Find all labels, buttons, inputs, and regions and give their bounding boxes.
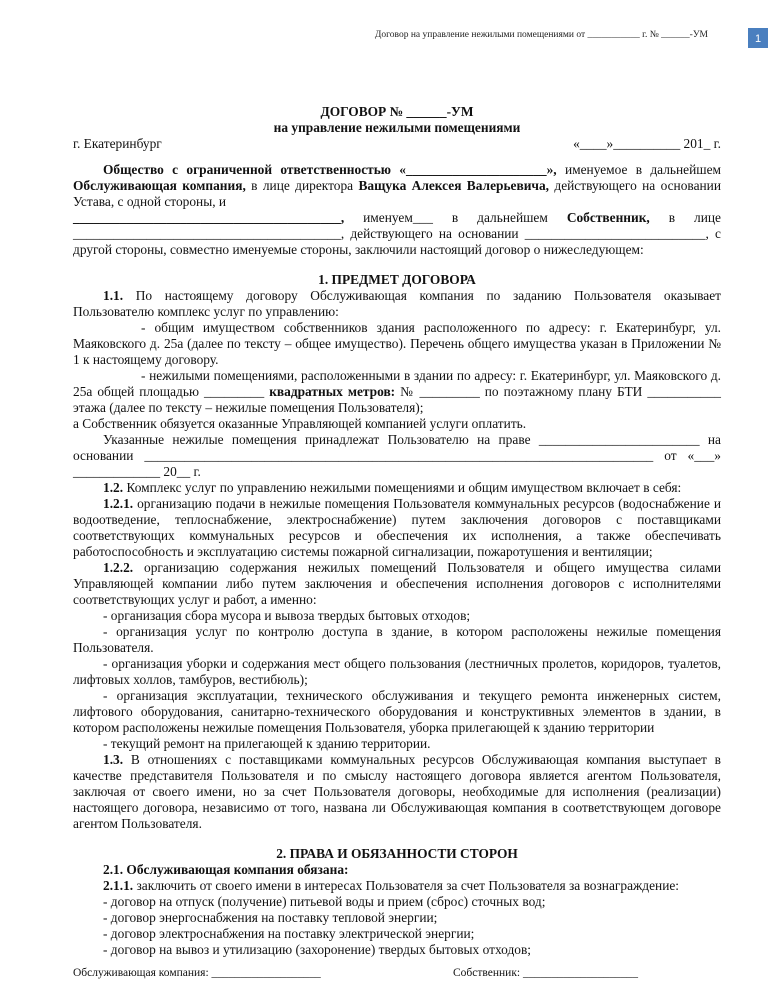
text-segment: 2. ПРАВА И ОБЯЗАННОСТИ СТОРОН <box>276 846 518 861</box>
text-segment: 2.1. Обслуживающая компания обязана: <box>103 862 349 877</box>
text-segment: - договор на отпуск (получение) питьевой воды и прием (сброс) сточных вод; <box>103 894 546 909</box>
text-segment: 1.2.1. <box>103 496 134 511</box>
document-title: ДОГОВОР № ______-УМ <box>320 104 474 119</box>
text-segment: Общество с ограниченной ответственностью «_____________________», <box>103 162 557 177</box>
text-segment: - текущий ремонт на прилегающей к зданию территории. <box>103 736 431 751</box>
text-segment: квадратных метров: <box>269 384 396 399</box>
text-segment: - общим имуществом собственников здания расположенного по адресу: г. Екатеринбург, ул. Маяковского д. 25а (далее по тексту – общее имущество). Перечень общего имущества указан в Приложении № 1 к настоящему договору. <box>73 320 721 367</box>
text-segment: - нежилыми помещениями, расположенными в здании по адресу: г. Екатеринбург, ул. Маяковского д. 25а общей площадью _________ <box>73 368 721 399</box>
paragraph <box>73 942 721 958</box>
paragraph <box>73 560 721 608</box>
paragraph <box>73 480 721 496</box>
page-number: 1 <box>748 28 768 48</box>
text-segment: Обслуживающая компания, <box>73 178 246 193</box>
paragraph <box>73 910 721 926</box>
text-segment: По настоящему договору Обслуживающая компания по заданию Пользователя оказывает Пользователю комплекс услуг по управлению: <box>73 288 721 319</box>
document-subtitle: на управление нежилыми помещениями <box>273 120 521 135</box>
paragraph <box>73 624 721 656</box>
text-segment: Указанные нежилые помещения принадлежат Пользователю на праве ________________________ на основании ____________________________________________________________________________ от «___» _____________ 20__ г. <box>73 432 721 479</box>
text-segment: - договор энергоснабжения на поставку тепловой энергии; <box>103 910 438 925</box>
text-segment: действующего на основании Устава, с одной стороны, и <box>73 178 722 209</box>
text-segment: 1.3. <box>103 752 124 767</box>
paragraph <box>73 656 721 688</box>
paragraph <box>73 736 721 752</box>
paragraph <box>73 878 721 894</box>
paragraph <box>73 432 721 480</box>
paragraph <box>73 210 721 258</box>
text-segment: именуем___ в дальнейшем <box>344 210 567 225</box>
text-segment: организацию содержания нежилых помещений Пользователя и общего имущества силами Управляющей компании либо путем заключения и обеспечения исполнения договоров с исполнителями соответствующих услуг и работ, а именно: <box>73 560 721 607</box>
paragraph <box>73 162 721 210</box>
text-segment: - договор электроснабжения на поставку электрической энергии; <box>103 926 475 941</box>
paragraph <box>73 320 721 368</box>
document-body <box>73 104 721 958</box>
paragraph <box>73 688 721 736</box>
contract-text <box>73 162 721 958</box>
text-segment: 2.1.1. <box>103 878 134 893</box>
running-header: Договор на управление нежилыми помещениями от ___________ г. № ______-УМ <box>374 30 708 40</box>
text-segment: - договор на вывоз и утилизацию (захоронение) твердых бытовых отходов; <box>103 942 531 957</box>
text-segment: именуемое в дальнейшем <box>556 162 721 177</box>
text-segment: в лице ________________________________________, действующего на основании ___________________________, с другой стороны, совместно именуемые стороны, заключили настоящий договор о нижеследующем: <box>73 210 721 257</box>
text-segment: - организация уборки и содержания мест общего пользования (лестничных пролетов, коридоров, туалетов, лифтовых холлов, тамбуров, вестибюль); <box>73 656 721 687</box>
text-segment: заключить от своего имени в интересах Пользователя за счет Пользователя за вознаграждение: <box>133 878 680 893</box>
text-segment: - организация сбора мусора и вывоза твердых бытовых отходов; <box>103 608 471 623</box>
paragraph <box>73 496 721 560</box>
text-segment: 1.2.2. <box>103 560 134 575</box>
text-segment: организацию подачи в нежилые помещения Пользователя коммунальных ресурсов (водоснабжение и водоотведение, теплоснабжение, электроснабжение) путем заключения договоров с поставщиками соответствующих коммунальных ресурсов и обеспечения их исполнения, а также обеспечивать работоспособность и эксплуатацию системы пожарной сигнализации, пожаротушения и вентиляции; <box>73 496 721 559</box>
contract-date: «____»__________ 201_ г. <box>573 136 721 151</box>
paragraph <box>73 416 721 432</box>
section-heading <box>73 272 721 288</box>
text-segment: № _________ по поэтажному плану БТИ ___________ этажа (далее по тексту – нежилые помещения Пользователя); <box>73 384 721 415</box>
footer-company-signature: Обслуживающая компания: ___________________ <box>73 967 321 979</box>
signature-footer <box>73 966 673 980</box>
text-segment: Собственник, <box>566 210 650 225</box>
text-segment: 1.1. <box>103 288 124 303</box>
text-segment: а Собственник обязуется оказанные Управляющей компанией услуги оплатить. <box>73 416 527 431</box>
text-segment: ________________________________________, <box>73 210 345 225</box>
paragraph <box>73 894 721 910</box>
text-segment: - организация эксплуатации, технического обслуживания и текущего ремонта инженерных систем, лифтового оборудования, санитарно-технического оборудования и конструктивных элементов в здании, в котором расположены нежилые помещения Пользователя, уборка прилегающей к зданию территории <box>73 688 721 735</box>
paragraph <box>73 926 721 942</box>
paragraph <box>73 752 721 832</box>
footer-owner-signature: Собственник: ____________________ <box>453 967 638 979</box>
paragraph <box>73 862 721 878</box>
text-segment: Комплекс услуг по управлению нежилыми помещениями и общим имуществом включает в себя: <box>123 480 682 495</box>
text-segment: 1.2. <box>103 480 124 495</box>
section-heading <box>73 846 721 862</box>
text-segment: - организация услуг по контролю доступа в здание, в котором расположены нежилые помещения Пользователя. <box>73 624 721 655</box>
text-segment: в лице директора <box>245 178 359 193</box>
paragraph <box>73 608 721 624</box>
place-date-row <box>73 136 721 152</box>
paragraph <box>73 368 721 416</box>
text-segment: Ващука Алексея Валерьевича, <box>358 178 550 193</box>
city: г. Екатеринбург <box>73 136 162 151</box>
text-segment: 1. ПРЕДМЕТ ДОГОВОРА <box>318 272 476 287</box>
text-segment: В отношениях с поставщиками коммунальных ресурсов Обслуживающая компания выступает в качестве представителя Пользователя и по смыслу настоящего договора является агентом Пользователя, заключая от своего имени, но за счет Пользователя договоры, необходимые для исполнения (реализации) настоящего договора, независимо от того, названа ли Обслуживающая компания в соответствующем договоре агентом Пользователя. <box>73 752 721 831</box>
paragraph <box>73 288 721 320</box>
